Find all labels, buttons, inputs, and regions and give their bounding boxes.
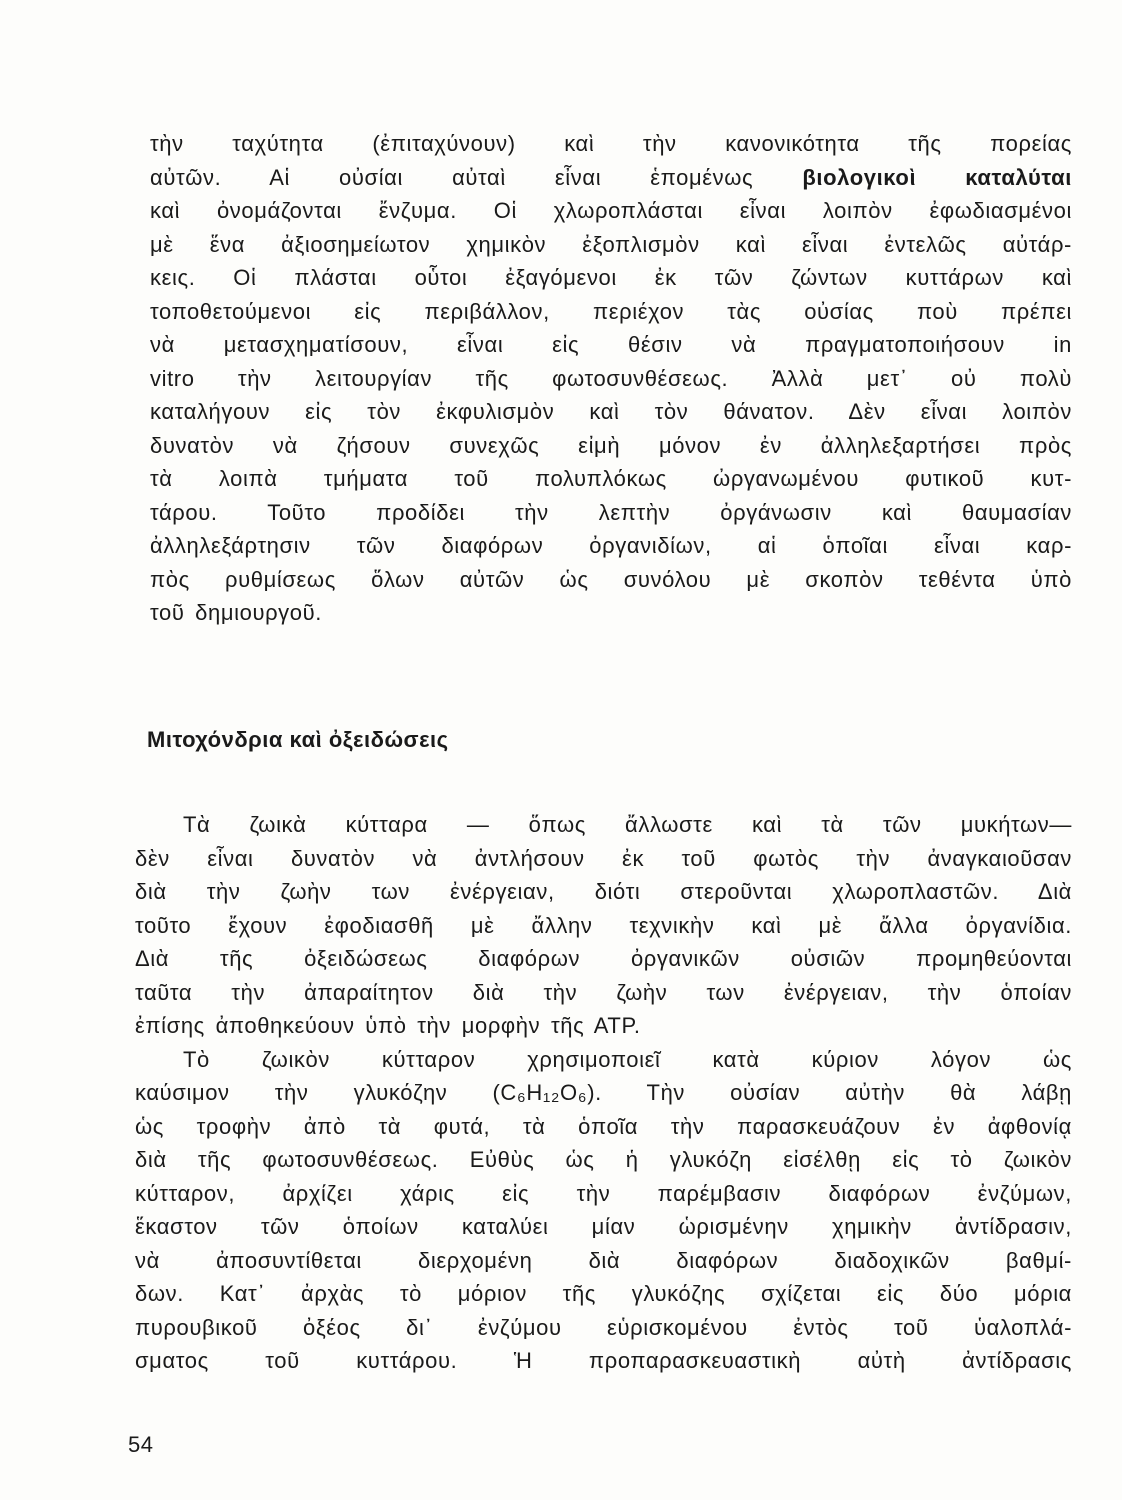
text-line: κεις. Οἱ πλάσται οὗτοι ἐξαγόμενοι ἐκ τῶν ζώντων κυττάρων καὶ: [150, 265, 1072, 290]
text-line: καταλήγουν εἰς τὸν ἐκφυλισμὸν καὶ τὸν θάνατον. Δὲν εἶναι λοιπὸν: [150, 399, 1072, 424]
text-line: δὲν εἶναι δυνατὸν νὰ ἀντλήσουν ἐκ τοῦ φωτὸς τὴν ἀναγκαιοῦσαν: [135, 845, 1072, 871]
text-line: τοποθετούμενοι εἰς περιβάλλον, περιέχον τὰς οὐσίας ποὺ πρέπει: [150, 298, 1072, 324]
text-line: ἕκαστον τῶν ὁποίων καταλύει μίαν ὡρισμένην χημικὴν ἀντίδρασιν,: [135, 1214, 1072, 1239]
text-line: δυνατὸν νὰ ζήσουν συνεχῶς εἰμὴ μόνον ἐν ἀλληλεξαρτήσει πρὸς: [150, 432, 1072, 458]
text-line: τοῦ δημιουργοῦ.: [150, 600, 322, 625]
text-line: καύσιμον τὴν γλυκόζην (C₆H₁₂O₆). Τὴν οὐσίαν αὐτὴν θὰ λάβῃ: [135, 1080, 1072, 1105]
text-line: διὰ τῆς φωτοσυνθέσεως. Εὐθὺς ὡς ἡ γλυκόζη εἰσέλθῃ εἰς τὸ ζωικὸν: [135, 1147, 1072, 1172]
text-line: τὰ λοιπὰ τμήματα τοῦ πολυπλόκως ὠργανωμένου φυτικοῦ κυτ-: [150, 466, 1072, 491]
text-line: νὰ ἀποσυντίθεται διερχομένη διὰ διαφόρων διαδοχικῶν βαθμί-: [135, 1247, 1072, 1273]
text-line: Τὸ ζωικὸν κύτταρον χρησιμοποιεῖ κατὰ κύριον λόγον ὡς: [183, 1046, 1072, 1072]
text-line: νὰ μετασχηματίσουν, εἶναι εἰς θέσιν νὰ πραγματοποιήσουν in: [150, 332, 1072, 357]
paragraph-mitochondria: [135, 808, 1072, 1378]
text-line: ὡς τροφὴν ἀπὸ τὰ φυτά, τὰ ὁποῖα τὴν παρασκευάζουν ἐν ἀφθονίᾳ: [135, 1113, 1072, 1139]
section-heading: Μιτοχόνδρια καὶ ὀξειδώσεις: [147, 727, 449, 752]
text-line: μὲ ἕνα ἀξιοσημείωτον χημικὸν ἐξοπλισμὸν καὶ εἶναι ἐντελῶς αὐτάρ-: [150, 231, 1072, 257]
text-line: τάρου. Τοῦτο προδίδει τὴν λεπτὴν ὀργάνωσιν καὶ θαυμασίαν: [150, 499, 1072, 525]
text-line: ἀλληλεξάρτησιν τῶν διαφόρων ὀργανιδίων, αἱ ὁποῖαι εἶναι καρ-: [150, 533, 1072, 558]
text-line: τὴν ταχύτητα (ἐπιταχύνουν) καὶ τὴν κανονικότητα τῆς πορείας: [150, 131, 1072, 156]
text-line: Διὰ τῆς ὀξειδώσεως διαφόρων ὀργανικῶν οὐσιῶν προμηθεύονται: [135, 946, 1072, 971]
text-line: τοῦτο ἔχουν ἐφοδιασθῆ μὲ ἄλλην τεχνικὴν καὶ μὲ ἄλλα ὀργανίδια.: [135, 912, 1072, 938]
text-line: κύτταρον, ἀρχίζει χάρις εἰς τὴν παρέμβασιν διαφόρων ἐνζύμων,: [135, 1180, 1072, 1206]
text-line: vitro τὴν λειτουργίαν τῆς φωτοσυνθέσεως. Ἀλλὰ μετ᾽ οὐ πολὺ: [150, 365, 1072, 391]
text-line: καὶ ὀνομάζονται ἔνζυμα. Οἱ χλωροπλάσται εἶναι λοιπὸν ἐφωδιασμένοι: [150, 198, 1072, 223]
text-fragment: αὐτῶν. Αἱ οὐσίαι αὐταὶ εἶναι ἑπομένως: [150, 164, 754, 190]
text-line: διὰ τὴν ζωὴν των ἐνέργειαν, διότι στεροῦνται χλωροπλαστῶν. Διὰ: [135, 879, 1072, 904]
text-line: πὸς ρυθμίσεως ὅλων αὐτῶν ὡς συνόλου μὲ σκοπὸν τεθέντα ὑπὸ: [150, 566, 1072, 592]
text-line: ταῦτα τὴν ἀπαραίτητον διὰ τὴν ζωὴν των ἐνέργειαν, τὴν ὁποίαν: [135, 979, 1072, 1005]
text-line: ἐπίσης ἀποθηκεύουν ὑπὸ τὴν μορφὴν τῆς ΑΤΡ.: [135, 1013, 641, 1038]
text-line: [150, 161, 1072, 195]
text-line: πυρουβικοῦ ὀξέος δι᾽ ἐνζύμου εὑρισκομένου ἐντὸς τοῦ ὑαλοπλά-: [135, 1314, 1072, 1340]
bold-term: βιολογικοὶ καταλύται: [802, 164, 1073, 190]
page-number: 54: [128, 1432, 154, 1457]
text-line: σματος τοῦ κυττάρου. Ἡ προπαρασκευαστικὴ αὐτὴ ἀντίδρασις: [135, 1348, 1072, 1373]
text-line: δων. Κατ᾽ ἀρχὰς τὸ μόριον τῆς γλυκόζης σχίζεται εἰς δύο μόρια: [135, 1281, 1072, 1306]
text-line: Τὰ ζωικὰ κύτταρα — ὅπως ἄλλωστε καὶ τὰ τῶν μυκήτων—: [183, 812, 1072, 837]
paragraph-enzymes: [150, 127, 1072, 630]
